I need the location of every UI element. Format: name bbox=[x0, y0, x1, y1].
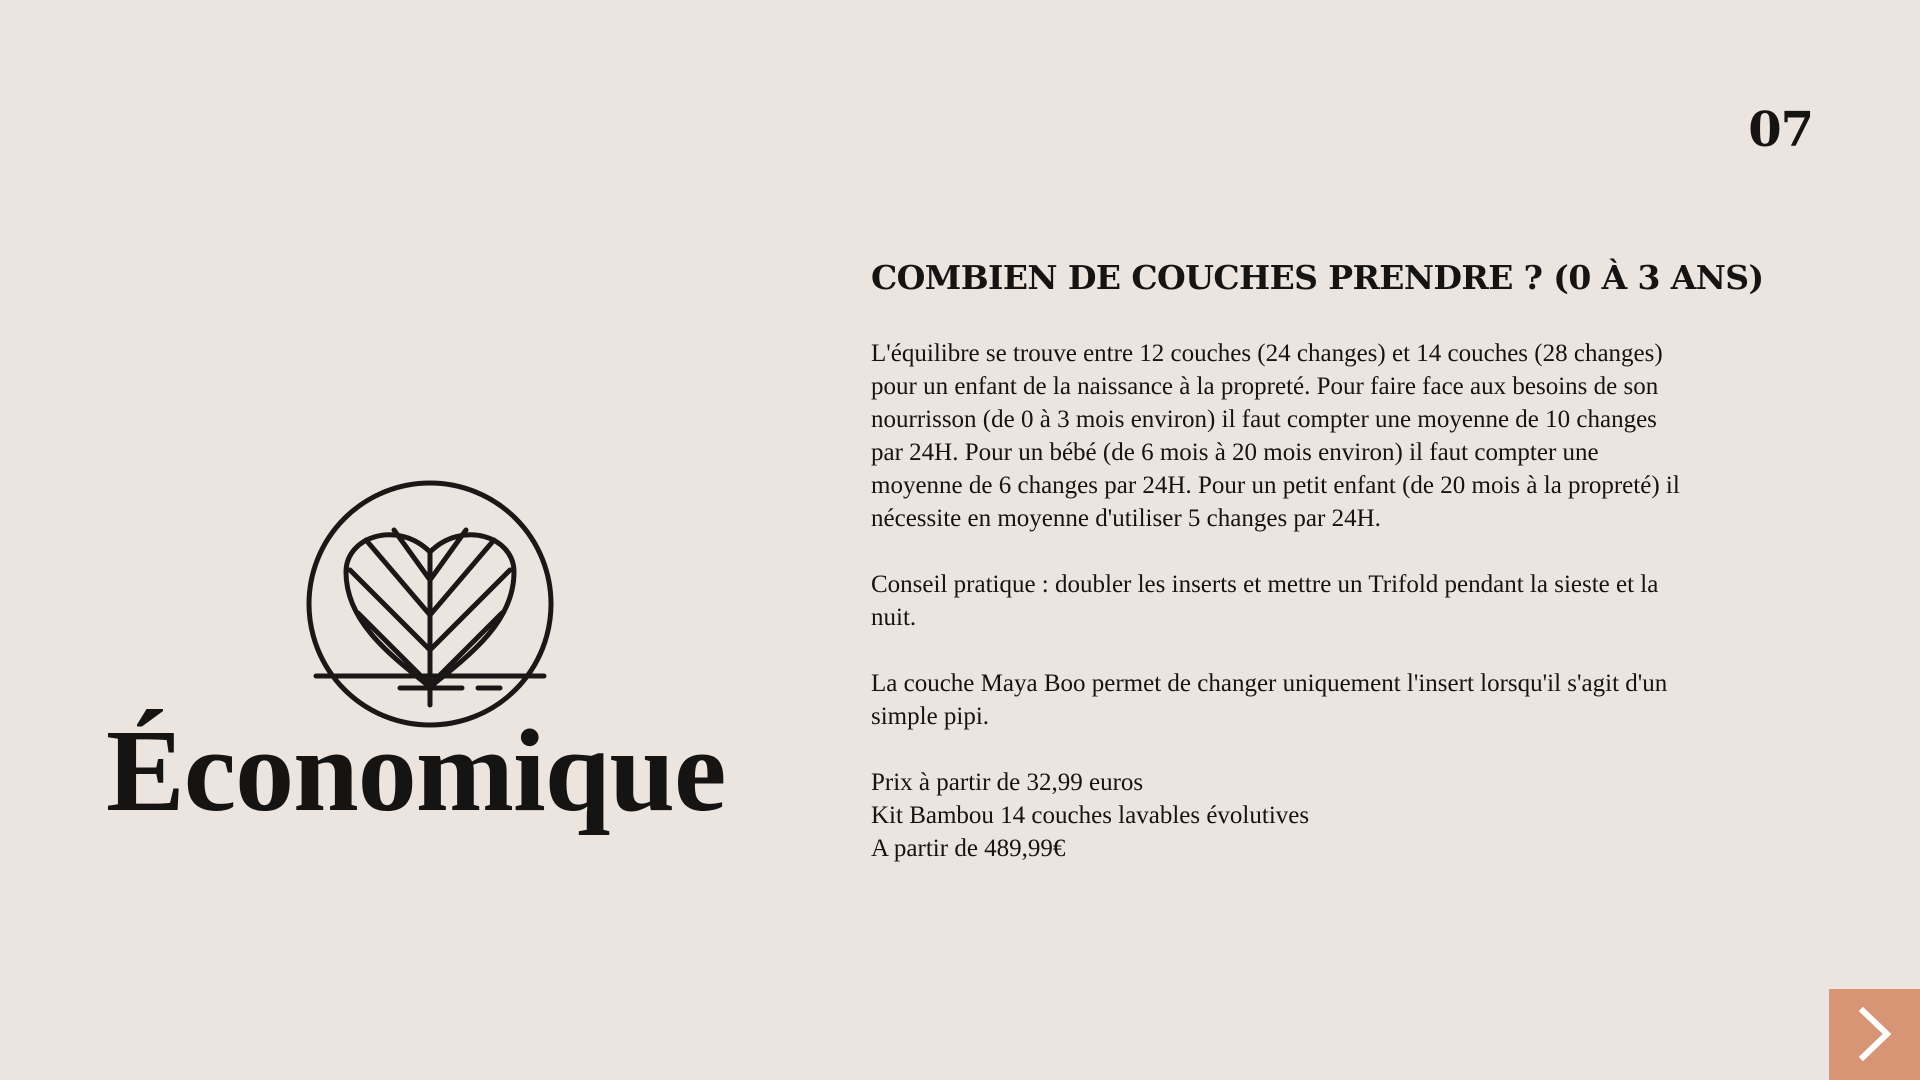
paragraph-equilibre: L'équilibre se trouve entre 12 couches (24 changes) et 14 couches (28 changes) pour un enfant de la naissance à la propreté. Pour faire face aux besoins de son nourrisson (de 0 à 3 mois environ) il faut compter une moyenne de 10 changes par 24H. Pour un bébé (de 6 mois à 20 mois environ) il faut compter une moyenne de 6 changes par 24H. Pour un petit enfant (de 20 mois à la propreté) il nécessite en moyenne d'utiliser 5 changes par 24H. bbox=[871, 340, 1680, 532]
main-content bbox=[871, 258, 1764, 898]
price-block bbox=[871, 766, 1691, 865]
kit-line: Kit Bambou 14 couches lavables évolutives bbox=[871, 802, 1310, 829]
page-title: Économique bbox=[106, 705, 726, 836]
heart-leaf-icon bbox=[306, 480, 554, 728]
section-heading: COMBIEN DE COUCHES PRENDRE ? (0 À 3 ANS) bbox=[871, 258, 1764, 297]
price-line: Prix à partir de 32,99 euros bbox=[871, 769, 1144, 796]
kit-price-line: A partir de 489,99€ bbox=[871, 835, 1066, 862]
chevron-right-icon bbox=[1829, 989, 1920, 1080]
page-number: 07 bbox=[1748, 102, 1813, 158]
next-slide-button[interactable] bbox=[1829, 989, 1920, 1080]
paragraph-maya-boo: La couche Maya Boo permet de changer uniquement l'insert lorsqu'il s'agit d'un simple pipi. bbox=[871, 670, 1668, 730]
paragraph-conseil: Conseil pratique : doubler les inserts et mettre un Trifold pendant la sieste et la nuit. bbox=[871, 571, 1659, 631]
